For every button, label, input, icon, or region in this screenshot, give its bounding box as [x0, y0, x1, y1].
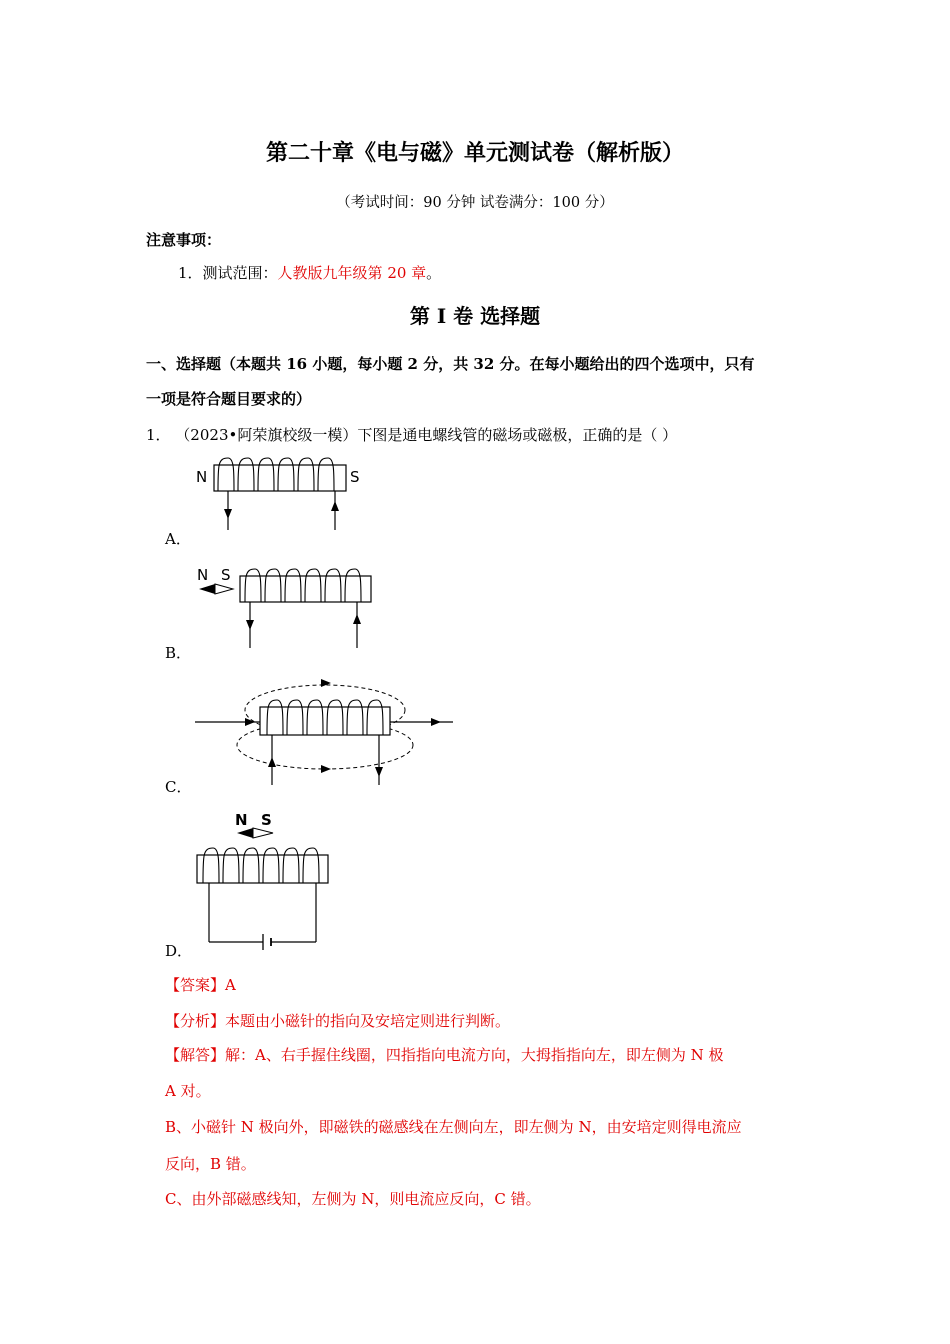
- option-d-diagram: [195, 808, 335, 948]
- pole-label-s: S: [350, 468, 360, 486]
- exam-info: （考试时间：90 分钟 试卷满分：100 分）: [336, 195, 614, 211]
- option-a-diagram: [190, 455, 370, 535]
- notice-item-suffix: 。: [426, 264, 442, 282]
- page-title: 第二十章《电与磁》单元测试卷（解析版）: [265, 140, 684, 166]
- notice-item-prefix: 1．测试范围：: [178, 264, 278, 282]
- part-heading-line2: 一项是符合题目要求的）: [146, 390, 312, 408]
- part-heading-line1: 一、选择题（本题共 16 小题，每小题 2 分，共 32 分。在每小题给出的四个选项中，只有: [146, 355, 755, 373]
- option-d-label: D．: [165, 942, 193, 960]
- option-a-label: A．: [165, 530, 191, 548]
- analysis-line: 【分析】本题由小磁针的指向及安培定则进行判断。: [165, 1012, 511, 1030]
- pole-label-n: N: [235, 811, 248, 829]
- solution-line-4: 反向，B 错。: [165, 1155, 256, 1173]
- solution-line-3: B、小磁针 N 极向外，即磁铁的磁感线在左侧向左，即左侧为 N，由安培定则得电流应: [165, 1118, 742, 1136]
- pole-label-n: N: [196, 468, 208, 486]
- pole-label-n: N: [197, 566, 209, 584]
- option-c-diagram: [195, 675, 460, 790]
- notice-item-highlight: 人教版九年级第 20 章: [277, 264, 427, 282]
- answer-line: 【答案】A: [165, 976, 236, 994]
- notice-heading: 注意事项：: [146, 231, 222, 249]
- pole-label-s: S: [221, 566, 231, 584]
- solution-line-5: C、由外部磁感线知，左侧为 N，则电流应反向，C 错。: [165, 1190, 541, 1208]
- option-c-label: C．: [165, 778, 192, 796]
- pole-label-s: S: [261, 811, 272, 829]
- notice-item-1: [178, 262, 441, 283]
- solution-line-2: A 对。: [165, 1082, 211, 1100]
- question-1-stem: 1． （2023•阿荣旗校级一模）下图是通电螺线管的磁场或磁极，正确的是（ ）: [146, 426, 678, 444]
- option-b-label: B．: [165, 644, 192, 662]
- solution-line-1: 【解答】解：A、右手握住线圈，四指指向电流方向，大拇指指向左，即左侧为 N 极: [165, 1046, 724, 1064]
- option-b-diagram: [195, 562, 375, 652]
- section-title: 第 I 卷 选择题: [409, 304, 541, 328]
